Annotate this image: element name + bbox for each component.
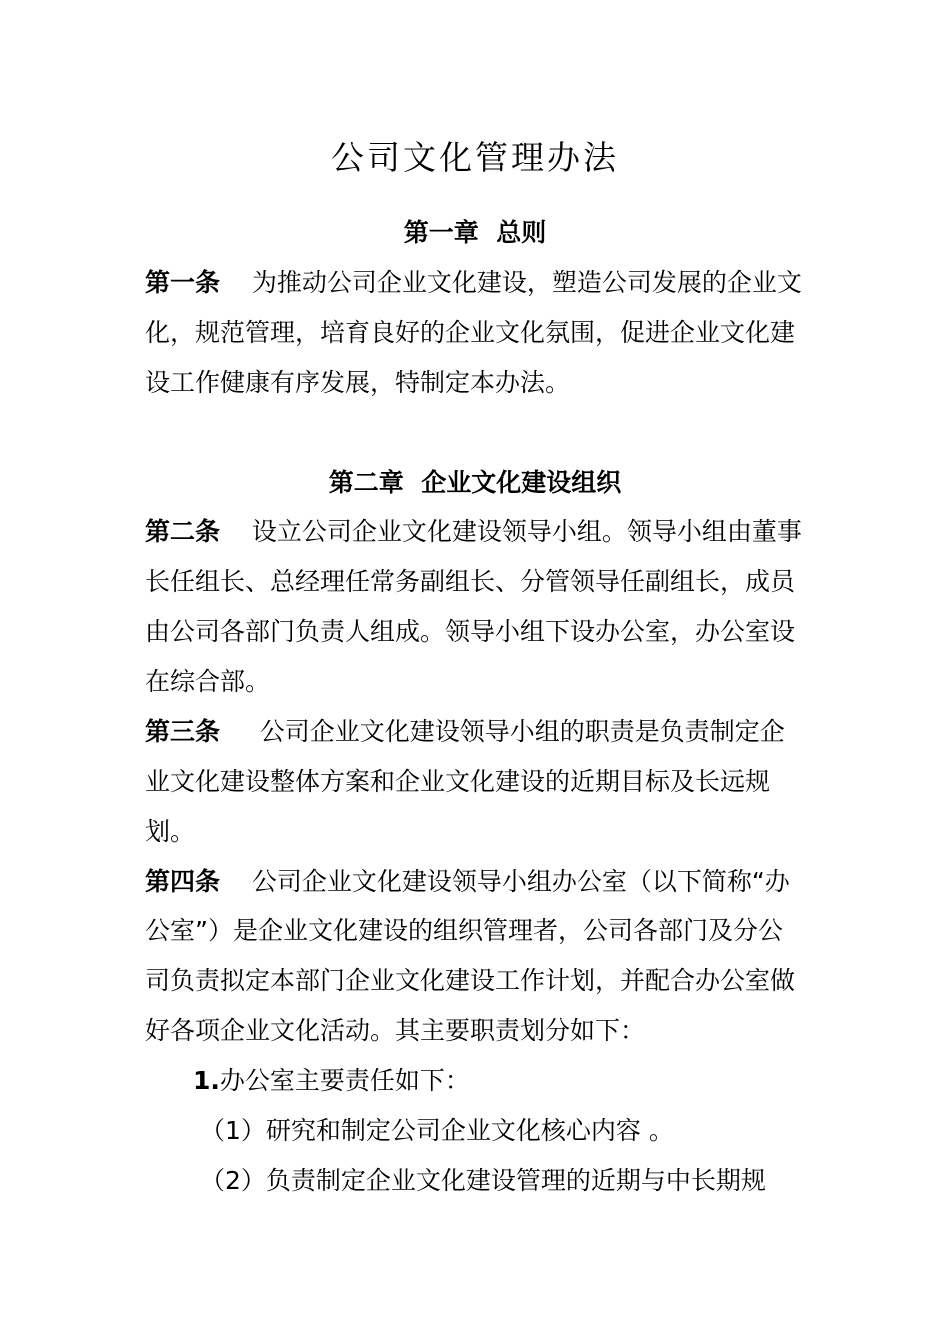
article-1-text-1: 为推动公司企业文化建设，塑造公司发展的企业文 xyxy=(251,268,802,297)
article-2-line-2: 长任组长、总经理任常务副组长、分管领导任副组长，成员 xyxy=(145,567,796,596)
article-4-line-4: 好各项企业文化活动。其主要职责划分如下： xyxy=(145,1016,646,1045)
article-3-line-2: 业文化建设整体方案和企业文化建设的近期目标及长远规 xyxy=(145,767,771,796)
chapter-1-heading: 第一章 总则 xyxy=(403,218,547,247)
list-item-1-number: 1. xyxy=(193,1066,220,1095)
article-2-line-4: 在综合部。 xyxy=(145,667,271,696)
sub-item-2: （2）负责制定企业文化建设管理的近期与中长期规 xyxy=(200,1166,766,1195)
article-2-line-3: 由公司各部门负责人组成。领导小组下设办公室，办公室设 xyxy=(145,617,796,646)
article-4-line-1 xyxy=(145,865,790,899)
article-1-label: 第一条 xyxy=(145,268,221,297)
sub-item-1: （1）研究和制定公司企业文化核心内容 。 xyxy=(200,1116,674,1145)
article-3-text-1: 公司企业文化建设领导小组的职责是负责制定企 xyxy=(259,717,785,746)
document-title: 公司文化管理办法 xyxy=(331,138,619,177)
article-3-line-1 xyxy=(145,715,785,749)
article-1-line-3: 设工作健康有序发展，特制定本办法。 xyxy=(145,368,571,397)
article-4-label: 第四条 xyxy=(145,867,221,896)
article-2-line-1 xyxy=(145,515,802,549)
article-1-line-2: 化，规范管理，培育良好的企业文化氛围，促进企业文化建 xyxy=(145,318,796,347)
list-item-1-text: 办公室主要责任如下： xyxy=(219,1066,470,1095)
chapter-2-heading: 第二章 企业文化建设组织 xyxy=(328,468,622,497)
article-3-label: 第三条 xyxy=(145,717,221,746)
article-4-line-2: 公室”）是企业文化建设的组织管理者，公司各部门及分公 xyxy=(145,916,783,945)
list-item-1 xyxy=(193,1064,470,1098)
article-4-text-1: 公司企业文化建设领导小组办公室（以下简称“办 xyxy=(251,867,790,896)
article-3-line-3: 划。 xyxy=(145,817,196,846)
article-4-line-3: 司负责拟定本部门企业文化建设工作计划，并配合办公室做 xyxy=(145,966,796,995)
article-2-text-1: 设立公司企业文化建设领导小组。领导小组由董事 xyxy=(251,517,802,546)
article-2-label: 第二条 xyxy=(145,517,221,546)
article-1-line-1 xyxy=(145,266,802,300)
